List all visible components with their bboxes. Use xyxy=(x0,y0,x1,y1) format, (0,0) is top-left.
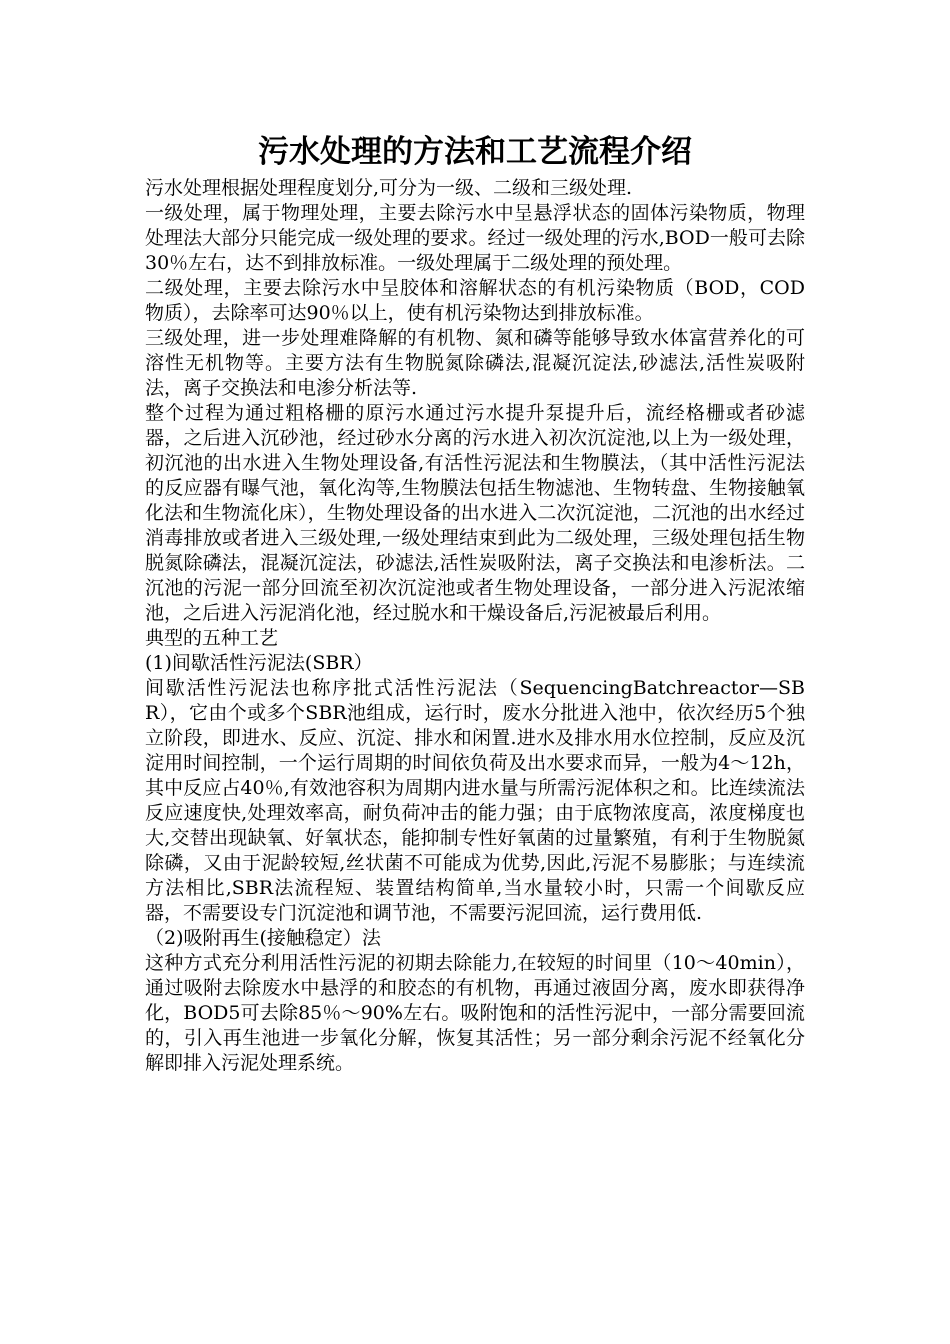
document-body xyxy=(145,130,805,1076)
paragraph-intro: 污水处理根据处理程度划分,可分为一级、二级和三级处理. xyxy=(145,177,633,199)
paragraph-sbr: 间歇活性污泥法也称序批式活性污泥法（SequencingBatchreactor—SBR），它由个或多个SBR池组成，运行时，废水分批进入池中，依次经历5个独立阶段，即进水、反应、沉淀、排水和闲置.进水及排水用水位控制，反应及沉淀用时间控制，一个运行周期的时间依负荷及出水要求而异，一般为4～12h，其中反应占40％,有效池容积为周期内进水量与所需污泥体积之和。比连续流法反应速度快,处理效率高，耐负荷冲击的能力强；由于底物浓度高，浓度梯度也大,交替出现缺氧、好氧状态，能抑制专性好氧菌的过量繁殖，有利于生物脱氮除磷，又由于泥龄较短,丝状菌不可能成为优势,因此,污泥不易膨胀；与连续流方法相比,SBR法流程短、装置结构简单,当水量较小时，只需一个间歇反应器，不需要设专门沉淀池和调节池，不需要污泥回流，运行费用低. xyxy=(145,677,805,924)
document-title: 污水处理的方法和工艺流程介绍 xyxy=(258,134,692,170)
paragraph-tertiary-treatment: 三级处理，进一步处理难降解的有机物、氮和磷等能够导致水体富营养化的可溶性无机物等。主要方法有生物脱氮除磷法,混凝沉淀法,砂滤法,活性炭吸附法，离子交换法和电渗分析法等. xyxy=(145,327,805,399)
paragraph-adsorption-regeneration: 这种方式充分利用活性污泥的初期去除能力,在较短的时间里（10～40min），通过吸附去除废水中悬浮的和胶态的有机物，再通过液固分离，废水即获得净化，BOD5可去除85％～90%左右。吸附饱和的活性污泥中，一部分需要回流的，引入再生池进一步氧化分解，恢复其活性；另一部分剩余污泥不经氧化分解即排入污泥处理系统。 xyxy=(145,952,805,1074)
paragraph-primary-treatment: 一级处理，属于物理处理，主要去除污水中呈悬浮状态的固体污染物质，物理处理法大部分只能完成一级处理的要求。经过一级处理的污水,BOD一般可去除30％左右，达不到排放标准。一级处理属于二级处理的预处理。 xyxy=(145,202,805,274)
paragraph-secondary-treatment: 二级处理，主要去除污水中呈胶体和溶解状态的有机污染物质（BOD，COD物质），去除率可达90％以上，使有机污染物达到排放标准。 xyxy=(145,277,805,324)
subheading-adsorption-regeneration: （2)吸附再生(接触稳定）法 xyxy=(145,927,381,949)
section-heading-five-processes: 典型的五种工艺 xyxy=(145,627,279,649)
paragraph-process-overview: 整个过程为通过粗格栅的原污水通过污水提升泵提升后，流经格栅或者砂滤器，之后进入沉砂池，经过砂水分离的污水进入初次沉淀池,以上为一级处理，初沉池的出水进入生物处理设备,有活性污泥法和生物膜法，（其中活性污泥法的反应器有曝气池，氧化沟等,生物膜法包括生物滤池、生物转盘、生物接触氧化法和生物流化床），生物处理设备的出水进入二次沉淀池，二沉池的出水经过消毒排放或者进入三级处理,一级处理结束到此为二级处理，三级处理包括生物脱氮除磷法，混凝沉淀法，砂滤法,活性炭吸附法，离子交换法和电渗析法。二沉池的污泥一部分回流至初次沉淀池或者生物处理设备，一部分进入污泥浓缩池，之后进入污泥消化池，经过脱水和干燥设备后,污泥被最后利用。 xyxy=(145,402,805,624)
subheading-sbr: (1)间歇活性污泥法(SBR） xyxy=(145,652,373,674)
